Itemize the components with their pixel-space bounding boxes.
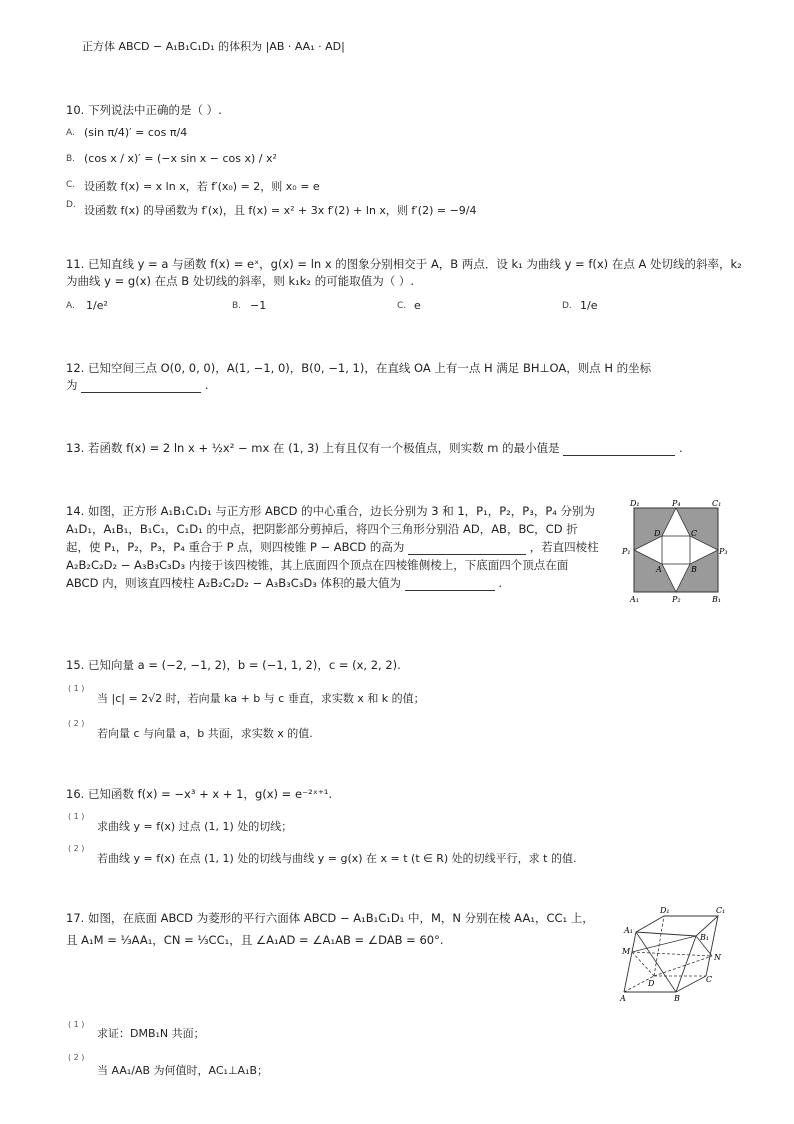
q10-option-b-label: B. xyxy=(66,154,76,164)
q14-line4: A₂B₂C₂D₂ − A₃B₃C₃D₃ 内接于该四棱锥，其上底面四个顶点在四棱锥侧棱上，下底面四个顶点在面 xyxy=(66,558,569,572)
q14-line5b: . xyxy=(498,576,502,590)
q10-option-d-label: D. xyxy=(66,200,76,210)
label-b: B xyxy=(691,565,697,574)
q10-option-c: 设函数 f(x) = x ln x，若 f′(x₀) = 2，则 x₀ = e xyxy=(84,180,320,193)
label-p1: P₁ xyxy=(622,547,631,556)
label-p3: P₃ xyxy=(719,547,728,556)
q12-answer-blank[interactable] xyxy=(81,382,201,393)
label-b: B xyxy=(674,994,680,1003)
label-d1: D₁ xyxy=(660,906,670,915)
q13-line xyxy=(66,440,683,456)
q11-option-a-label: A. xyxy=(66,301,75,311)
q16-part2-label: ( 2 ) xyxy=(68,844,85,853)
label-a: A xyxy=(620,994,626,1003)
q14-line2: A₁D₁，A₁B₁，B₁C₁，C₁D₁ 的中点，把阴影部分剪掉后，将四个三角形分别沿 AD，AB，BC，CD 折 xyxy=(66,522,578,536)
q17-part1: 求证：DMB₁N 共面； xyxy=(97,1027,205,1040)
q16-part1-label: ( 1 ) xyxy=(68,812,85,821)
edge-aa1 xyxy=(624,932,636,992)
q11-option-a: 1/e² xyxy=(86,299,108,312)
segment-md xyxy=(632,952,654,976)
label-b1: B₁ xyxy=(712,595,722,604)
q11-option-d: 1/e xyxy=(580,299,598,312)
q15-part2: 若向量 c 与向量 a，b 共面，求实数 x 的值. xyxy=(97,727,313,740)
label-a1: A₁ xyxy=(624,926,633,935)
q14-line5a: ABCD 内，则该直四棱柱 A₂B₂C₂D₂ − A₃B₃C₃D₃ 体积的最大值为 xyxy=(66,576,402,590)
q15-part1-label: ( 1 ) xyxy=(68,684,85,693)
intro-line: 正方体 ABCD − A₁B₁C₁D₁ 的体积为 |AB · AA₁ · AD| xyxy=(82,40,345,53)
q12-line2 xyxy=(66,377,208,393)
label-a1: A₁ xyxy=(630,595,639,604)
q17-figure xyxy=(614,902,734,1004)
q14-figure xyxy=(620,496,732,606)
q17-part1-label: ( 1 ) xyxy=(68,1020,85,1029)
q11-option-b-label: B. xyxy=(232,301,242,311)
q14-line3b: ，若直四棱柱 xyxy=(529,540,599,554)
edge-bb1 xyxy=(676,936,696,992)
q17-line1: 17. 如图，在底面 ABCD 为菱形的平行六面体 ABCD − A₁B₁C₁D₁ 中，M，N 分别在棱 AA₁，CC₁ 上， xyxy=(66,911,594,925)
segment-mn xyxy=(632,952,712,956)
q10-option-d: 设函数 f(x) 的导函数为 f′(x)，且 f(x) = x² + 3x f′(2) + ln x，则 f′(2) = −9/4 xyxy=(84,204,477,217)
q10-option-a-label: A. xyxy=(66,128,75,138)
label-c: C xyxy=(706,975,713,984)
q10-stem: 10. 下列说法中正确的是（ ）. xyxy=(66,103,222,117)
q12-suffix: . xyxy=(204,378,209,392)
q11-option-b: −1 xyxy=(250,299,267,312)
q14-blank-height[interactable] xyxy=(408,544,526,555)
q12-line1: 12. 已知空间三点 O(0, 0, 0)，A(1, −1, 0)，B(0, −1, 1)，在直线 OA 上有一点 H 满足 BH⊥OA，则点 H 的坐标 xyxy=(66,361,652,375)
q13-answer-blank[interactable] xyxy=(563,445,675,456)
q14-blank-volume[interactable] xyxy=(405,580,495,591)
q11-stem-line1: 11. 已知直线 y = a 与函数 f(x) = eˣ，g(x) = ln x 的图象分别相交于 A，B 两点．设 k₁ 为曲线 y = f(x) 在点 A 处切线的斜率，k₂ xyxy=(66,257,742,271)
label-d1: D₁ xyxy=(630,499,640,508)
q14-line1: 14. 如图，正方形 A₁B₁C₁D₁ 与正方形 ABCD 的中心重合，边长分别为 3 和 1，P₁，P₂，P₃，P₄ 分别为 xyxy=(66,504,596,518)
q11-option-c: e xyxy=(414,299,421,312)
q15-stem: 15. 已知向量 a = (−2, −1, 2)，b = (−1, 1, 2)，c = (x, 2, 2). xyxy=(66,658,401,672)
segment-mb1 xyxy=(632,936,696,952)
q17-part2-label: ( 2 ) xyxy=(68,1053,85,1062)
q13-text: 13. 若函数 f(x) = 2 ln x + ½x² − mx 在 (1, 3) 上有且仅有一个极值点，则实数 m 的最小值是 xyxy=(66,441,560,455)
label-p4: P₄ xyxy=(672,499,681,508)
label-d: D xyxy=(654,529,661,538)
label-a: A xyxy=(656,565,662,574)
label-c: C xyxy=(691,529,698,538)
q12-prefix: 为 xyxy=(66,378,78,392)
q13-suffix: . xyxy=(678,441,683,455)
q10-option-c-label: C. xyxy=(66,180,76,190)
label-d: D xyxy=(648,979,655,988)
q15-part1: 当 |c| = 2√2 时，若向量 ka + b 与 c 垂直，求实数 x 和 k 的值； xyxy=(97,692,425,705)
q10-option-a: (sin π/4)′ = cos π/4 xyxy=(84,126,188,139)
label-b1: B₁ xyxy=(700,933,710,942)
q16-stem: 16. 已知函数 f(x) = −x³ + x + 1，g(x) = e⁻²ˣ⁺¹. xyxy=(66,787,333,801)
q14-line5 xyxy=(66,575,502,591)
label-c1: C₁ xyxy=(712,499,722,508)
q17-line2: 且 A₁M = ⅓AA₁，CN = ⅓CC₁，且 ∠A₁AD = ∠A₁AB = ∠DAB = 60°. xyxy=(66,933,444,947)
q14-line3a: 起，使 P₁，P₂，P₃，P₄ 重合于 P 点，则四棱锥 P − ABCD 的高为 xyxy=(66,540,405,554)
q10-option-b: (cos x / x)′ = (−x sin x − cos x) / x² xyxy=(84,152,277,165)
q14-line3 xyxy=(66,539,599,555)
q17-part2: 当 AA₁/AB 为何值时，AC₁⊥A₁B； xyxy=(97,1064,269,1077)
label-p2: P₂ xyxy=(672,595,681,604)
q11-option-d-label: D. xyxy=(562,301,572,311)
q11-stem-line2: 为曲线 y = g(x) 在点 B 处切线的斜率，则 k₁k₂ 的可能取值为（ ）. xyxy=(66,274,415,288)
label-n: N xyxy=(714,953,721,962)
segment-a1b xyxy=(636,932,676,992)
q15-part2-label: ( 2 ) xyxy=(68,719,85,728)
q11-option-c-label: C. xyxy=(397,301,407,311)
q16-part2: 若曲线 y = f(x) 在点 (1, 1) 处的切线与曲线 y = g(x) 在 x = t (t ∈ R) 处的切线平行，求 t 的值. xyxy=(97,852,577,865)
q16-part1: 求曲线 y = f(x) 过点 (1, 1) 处的切线； xyxy=(97,820,293,833)
label-m: M xyxy=(622,947,631,956)
label-c1: C₁ xyxy=(716,906,726,915)
